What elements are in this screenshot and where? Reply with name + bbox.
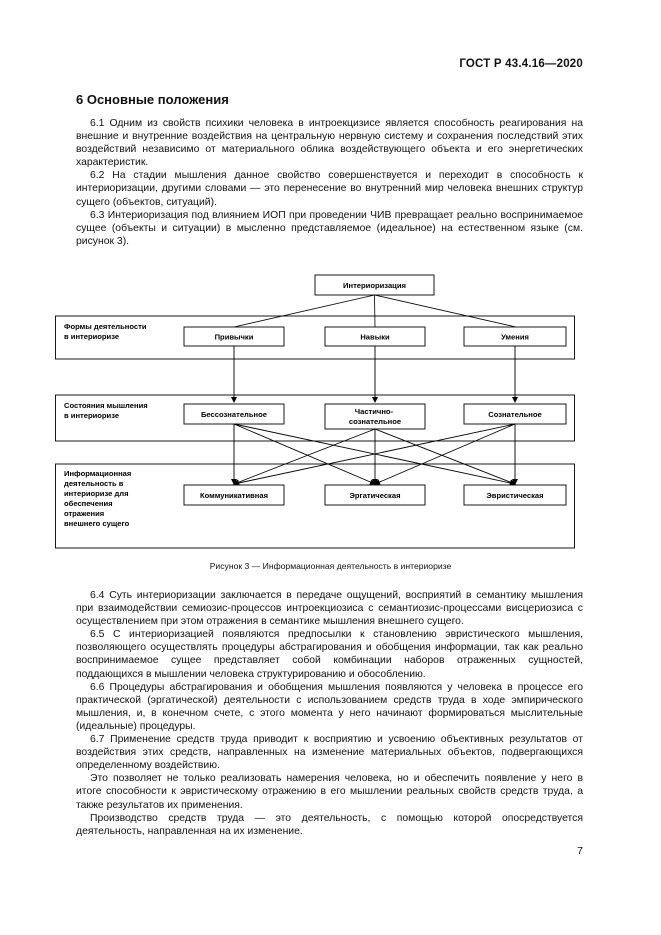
paragraph-6-5: 6.5 С интериоризацией появляются предпосылки к становлению эвристического мышления, позволяющего осуществлять процедуры абстрагирования и обобщения информации, так как реально воспринимаемое сущее представляет собой комбинации наборов отраженных сущностей, поддающихся в мышлении человека структурированию и обособлению. bbox=[76, 629, 583, 680]
box-communicative-label: Коммуникативная bbox=[199, 491, 269, 500]
figure-3-diagram bbox=[55, 270, 577, 550]
box-unconscious-label: Бессознательное bbox=[200, 410, 268, 419]
group-states-label: Состояния мышления в интериоризе bbox=[64, 401, 148, 420]
box-skills-label: Навыки bbox=[360, 332, 390, 342]
paragraph-6-2: 6.2 На стадии мышления данное свойство совершенствуется и переходит в способность к интериоризации, другими словами — это перенесение во внутренний мир человека внешних структур сущего (объектов, ситуаций). bbox=[76, 170, 583, 208]
box-conscious-label: Сознательное bbox=[488, 410, 542, 419]
box-ergatic-label: Эргатическая bbox=[349, 491, 401, 500]
paragraph-6-4: 6.4 Суть интериоризации заключается в передаче ощущений, восприятий в семантику мышления при взаимодействии семиозис-процессов интроекциозиса с семантиозис-процессами висцериозиса с осуществлением при этом отражения в семантике мышления внешнего сущего. bbox=[76, 590, 583, 628]
text-block-bottom bbox=[76, 589, 583, 838]
paragraph-6-1: 6.1 Одним из свойств психики человека в интроекцизисе является способность реагирования на внешние и внутренние воздействия на центральную нервную систему и сохранения последствий этих воздействий независимо от материального облика воздействующего объекта и его энергетических характеристик. bbox=[76, 118, 583, 169]
text-block-top bbox=[76, 117, 583, 248]
box-heuristic-label: Эвристическая bbox=[486, 491, 544, 500]
figure-caption: Рисунок 3 — Информационная деятельность в интериоризе bbox=[209, 561, 452, 571]
box-interiorization-label: Интериоризация bbox=[343, 281, 406, 290]
page-number: 7 bbox=[577, 845, 583, 857]
paragraph-consequence: Это позволяет не только реализовать намерения человека, но и обеспечить появление у него в итоге способности к эвристическому отражению в его мышлении реальных свойств средств труда, а также результатов их применения. bbox=[76, 773, 583, 811]
group-info-label: Информационная деятельность в интериоризе для обеспечения отражения внешнего сущего bbox=[64, 469, 132, 528]
paragraph-6-6: 6.6 Процедуры абстрагирования и обобщения мышления появляются у человека в процессе его практической (эргатической) деятельности с использованием средств труда в ходе эмпирического мышления, и, в конечном счете, с этого момента у него начинают формироваться мыслительные (идеальные) процедуры. bbox=[76, 681, 583, 732]
paragraph-6-7: 6.7 Применение средств труда приводит к восприятию и усвоению объективных результатов от воздействия этих средств, направленных на изменение материальных объектов, подвергающихся определенному воздействию. bbox=[76, 734, 583, 772]
group-forms-label: Формы деятельности в интериоризе bbox=[64, 322, 147, 341]
section-title: 6 Основные положения bbox=[76, 92, 229, 107]
box-partially-conscious-label: Частично- сознательное bbox=[348, 407, 402, 426]
paragraph-production: Производство средств труда — это деятельность, с помощью которой опосредствуется деятельность, направленная на их изменение. bbox=[76, 812, 583, 837]
paragraph-6-3: 6.3 Интериоризация под влиянием ИОП при проведении ЧИВ превращает реально воспринимаемое сущее (объекты и ситуации) в мысленно представляемое (идеальное) на естественном языке (см. рисунок 3). bbox=[76, 209, 583, 247]
box-habits-label: Привычки bbox=[214, 332, 254, 342]
box-abilities-label: Умения bbox=[501, 332, 529, 342]
document-code: ГОСТ Р 43.4.16—2020 bbox=[459, 58, 583, 70]
